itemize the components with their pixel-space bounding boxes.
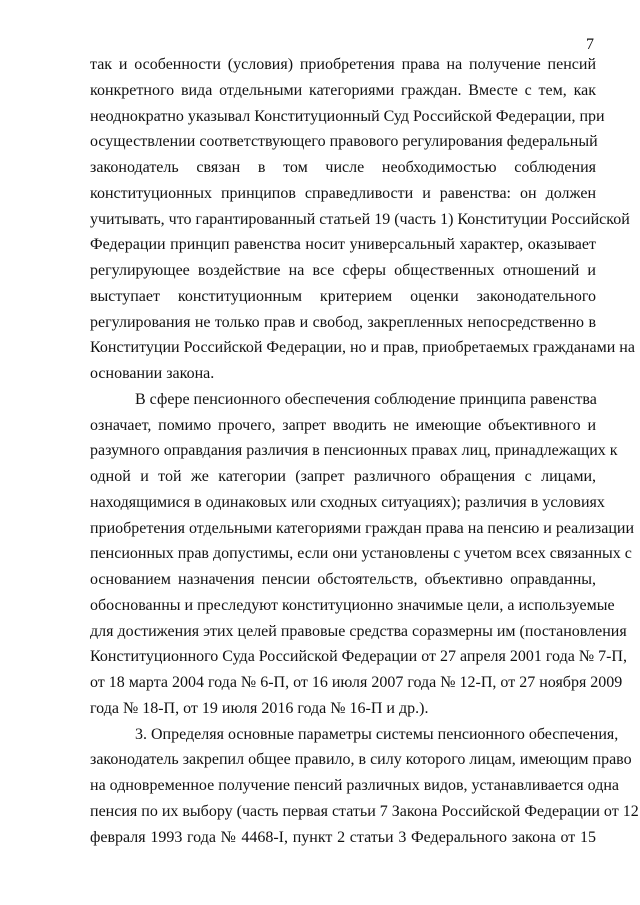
text-line: регулирования не только прав и свобод, закрепленных непосредственно в — [90, 313, 596, 331]
text-line: конституционных принципов справедливости и равенства: он должен — [90, 184, 596, 202]
text-line: Конституции Российской Федерации, но и прав, приобретаемых гражданами на — [90, 339, 635, 357]
text-line: от 18 марта 2004 года № 6-П, от 16 июля 2007 года № 12-П, от 27 ноября 2009 — [90, 674, 623, 691]
text-line: так и особенности (условия) приобретения права на получение пенсий — [90, 56, 596, 73]
text-line: приобретения отдельными категориями граждан права на пенсию и реализации — [90, 519, 635, 537]
text-line: одной и той же категории (запрет различного обращения с лицами, — [90, 468, 596, 485]
text-line: неоднократно указывал Конституционный Суд Российской Федерации, при — [90, 107, 605, 125]
text-line: на одновременное получение пенсий различных видов, устанавливается одна — [90, 777, 619, 794]
text-line: осуществлении соответствующего правового регулирования федеральный — [90, 133, 598, 151]
text-line: разумного оправдания различия в пенсионных правах лиц, принадлежащих к — [90, 442, 618, 460]
text-line: Конституционного Суда Российской Федерации от 27 апреля 2001 года № 7-П, — [90, 648, 627, 666]
text-line: для достижения этих целей правовые средства соразмерны им (постановления — [90, 622, 627, 640]
text-line: конкретного вида отдельными категориями граждан. Вместе с тем, как — [90, 81, 596, 99]
page-number: 7 — [586, 36, 594, 53]
text-line: февраля 1993 года № 4468-I, пункт 2 статьи 3 Федерального закона от 15 — [90, 828, 596, 846]
text-line: года № 18-П, от 19 июля 2016 года № 16-П и др.). — [90, 699, 429, 717]
text-line: основании закона. — [90, 365, 215, 382]
text-line: означает, помимо прочего, запрет вводить не имеющие объективного и — [90, 416, 596, 434]
text-line: пенсия по их выбору (часть первая статьи 7 Закона Российской Федерации от 12 — [90, 802, 639, 820]
paragraph — [90, 52, 635, 387]
text-line: основанием назначения пенсии обстоятельств, объективно оправданны, — [90, 571, 596, 588]
document-body — [90, 52, 639, 850]
text-line: 3. Определяя основные параметры системы пенсионного обеспечения, — [135, 725, 619, 743]
text-line: законодатель закрепил общее правило, в силу которого лицам, имеющим право — [90, 751, 632, 769]
text-line: законодатель связан в том числе необходимостью соблюдения — [90, 159, 596, 176]
text-line: В сфере пенсионного обеспечения соблюдение принципа равенства — [135, 390, 597, 408]
text-line: обоснованны и преследуют конституционно значимые цели, а используемые — [90, 596, 615, 614]
text-line: находящимися в одинаковых или сходных ситуациях); различия в условиях — [90, 493, 605, 511]
text-line: выступает конституционным критерием оценки законодательного — [90, 287, 596, 305]
paragraph — [90, 722, 639, 851]
text-line: Федерации принцип равенства носит универсальный характер, оказывает — [90, 236, 596, 254]
text-line: учитывать, что гарантированный статьей 19 (часть 1) Конституции Российской — [90, 210, 630, 228]
paragraph — [90, 387, 635, 722]
text-line: регулирующее воздействие на все сферы общественных отношений и — [90, 262, 596, 279]
text-line: пенсионных прав допустимы, если они установлены с учетом всех связанных с — [90, 545, 632, 563]
